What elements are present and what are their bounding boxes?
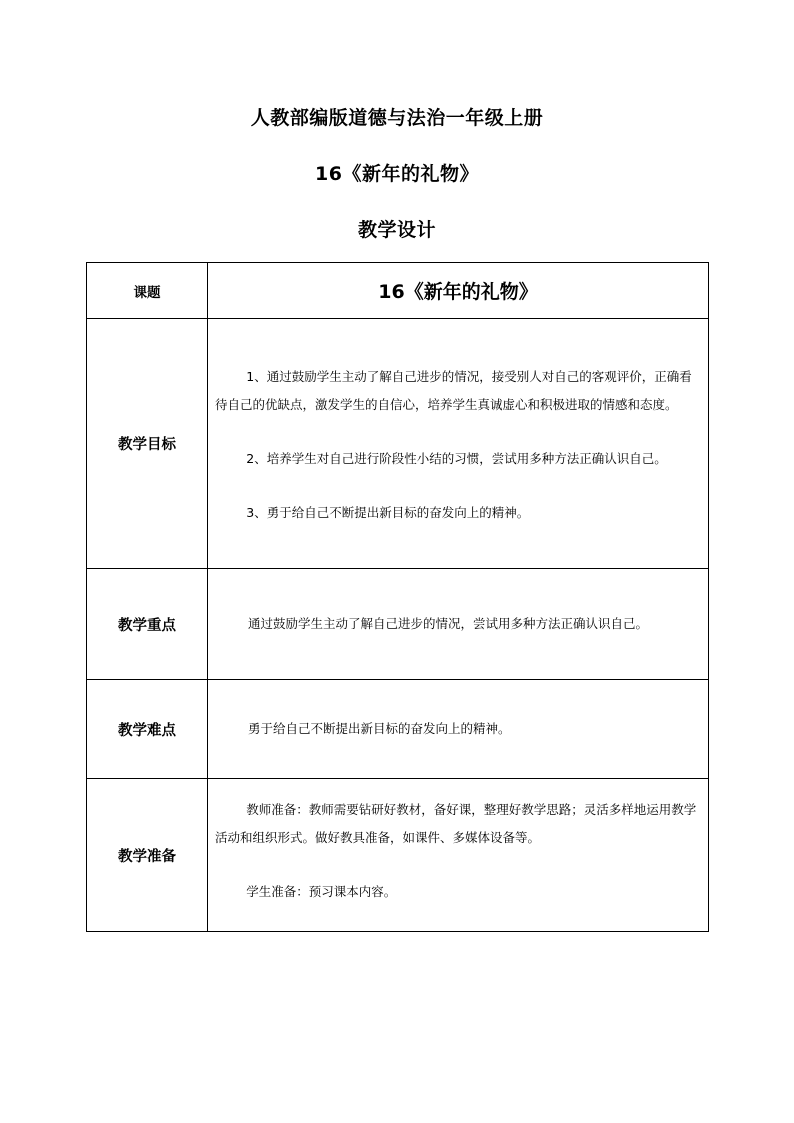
goals-row — [87, 319, 709, 569]
preparation-item: 学生准备：预习课本内容。 — [246, 884, 397, 899]
key-points-content — [208, 569, 709, 680]
lesson-plan-table — [86, 262, 709, 932]
topic-value: 16《新年的礼物》 — [208, 263, 709, 319]
topic-label: 课题 — [87, 263, 208, 319]
preparation-label: 教学准备 — [87, 779, 208, 932]
key-points-text: 通过鼓励学生主动了解自己进步的情况，尝试用多种方法正确认识自己。 — [248, 616, 649, 631]
goals-content — [208, 319, 709, 569]
goal-item: 2、培养学生对自己进行阶段性小结的习惯，尝试用多种方法正确认识自己。 — [246, 450, 667, 466]
lesson-title: 16《新年的礼物》 — [315, 163, 479, 185]
goal-item: 1、通过鼓励学生主动了解自己进步的情况，接受别人对自己的客观评价，正确看待自己的优缺点，激发学生的自信心，培养学生真诚虚心和积极进取的情感和态度。 — [215, 368, 692, 412]
topic-row — [87, 263, 709, 319]
key-points-label: 教学重点 — [87, 569, 208, 680]
difficulty-label: 教学难点 — [87, 680, 208, 779]
design-heading: 教学设计 — [357, 219, 436, 241]
goals-list — [208, 349, 708, 539]
difficulty-row — [87, 680, 709, 779]
preparation-item: 教师准备：教师需要钻研好教材，备好课，整理好教学思路；灵活多样地运用教学活动和组织形式。做好教具准备，如课件、多媒体设备等。 — [215, 802, 697, 845]
preparation-content — [208, 779, 709, 932]
difficulty-content — [208, 680, 709, 779]
preparation-list — [208, 782, 708, 928]
goals-label: 教学目标 — [87, 319, 208, 569]
document-title: 人教部编版道德与法治一年级上册 — [250, 107, 544, 129]
key-points-row — [87, 569, 709, 680]
preparation-row — [87, 779, 709, 932]
goal-item: 3、勇于给自己不断提出新目标的奋发向上的精神。 — [246, 504, 530, 520]
difficulty-text: 勇于给自己不断提出新目标的奋发向上的精神。 — [248, 721, 511, 736]
